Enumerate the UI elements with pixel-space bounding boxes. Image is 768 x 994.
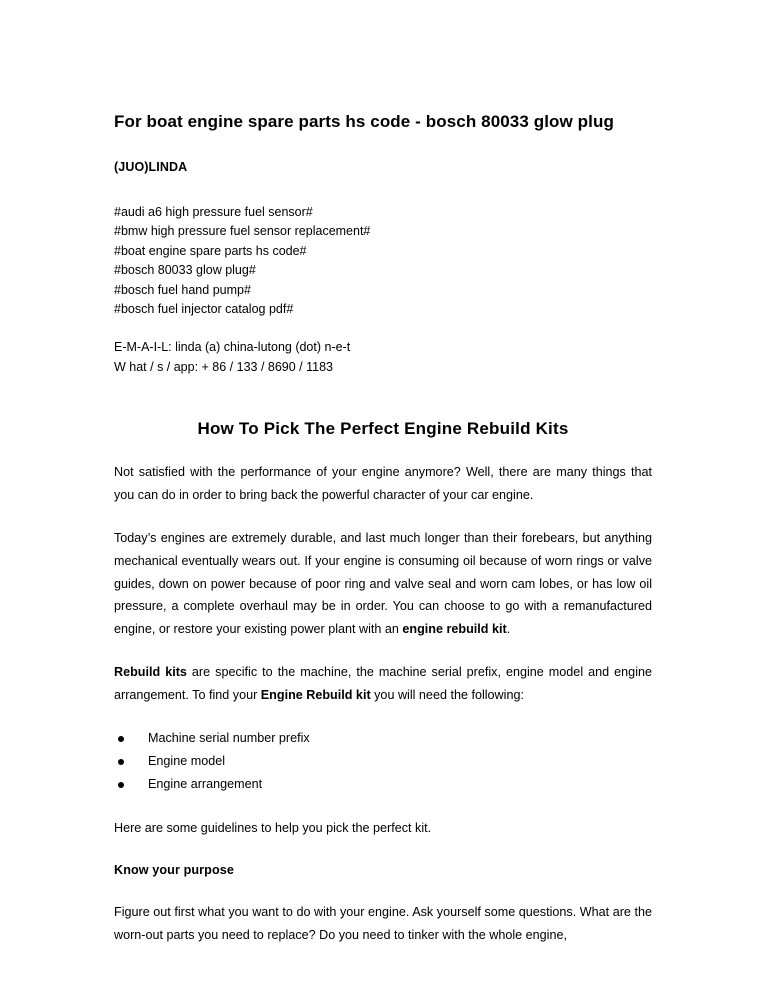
page-title: For boat engine spare parts hs code - bosch 80033 glow plug (114, 112, 614, 131)
contact-email-line: E-M-A-I-L: linda (a) china-lutong (dot) n-e-t (114, 340, 351, 355)
contact-whatsapp-line: W hat / s / app: + 86 / 133 / 8690 / 1183 (114, 359, 334, 374)
list-item: Machine serial number prefix (114, 727, 652, 750)
article-paragraph-4 (114, 817, 652, 840)
emphasis-engine-rebuild-kit-2: Engine Rebuild kit (260, 688, 371, 702)
contact-block (114, 338, 652, 377)
requirements-list (114, 727, 652, 796)
paragraph-text: are specific to the machine, the machine serial prefix, engine model and engine arrangement. To find your (114, 665, 652, 702)
list-item: Engine model (114, 750, 652, 773)
paragraph-text: Today’s engines are extremely durable, and last much longer than their forebears, but anything mechanical eventually wears out. If your engine is consuming oil because of worn rings or valve guides, down on power because of poor ring and valve seal and worn cam lobes, or has low oil pressure, a complete overhaul may be in order. You can choose to go with a remanufactured engine, or restore your existing power plant with an (114, 531, 652, 636)
paragraph-text: Not satisfied with the performance of your engine anymore? Well, there are many things that you can do in order to bring back the powerful character of your car engine. (114, 465, 652, 502)
article-paragraph-3 (114, 661, 652, 706)
hashtag-item: #bmw high pressure fuel sensor replacement# (114, 224, 371, 239)
paragraph-text: Figure out first what you want to do with your engine. Ask yourself some questions. What are the worn-out parts you need to replace? Do you need to tinker with the whole engine, (114, 905, 652, 942)
section-subheading-know-your-purpose: Know your purpose (114, 863, 234, 878)
hashtag-item: #bosch fuel hand pump# (114, 282, 251, 297)
paragraph-text: you will need the following: (370, 688, 524, 702)
list-item: Engine arrangement (114, 773, 652, 796)
article-paragraph-1 (114, 461, 652, 506)
hashtag-list (114, 203, 652, 319)
article-paragraph-2 (114, 527, 652, 640)
article-paragraph-5 (114, 901, 652, 946)
hashtag-item: #audi a6 high pressure fuel sensor# (114, 205, 313, 219)
document-content (114, 103, 652, 946)
paragraph-text: Here are some guidelines to help you pick the perfect kit. (114, 820, 432, 835)
article-heading: How To Pick The Perfect Engine Rebuild Kits (197, 419, 569, 439)
emphasis-rebuild-kits: Rebuild kits (114, 665, 187, 680)
hashtag-item: #bosch 80033 glow plug# (114, 263, 256, 278)
hashtag-item: #boat engine spare parts hs code# (114, 243, 307, 258)
hashtag-item: #bosch fuel injector catalog pdf# (114, 302, 294, 317)
paragraph-text: . (506, 621, 511, 636)
emphasis-engine-rebuild-kit: engine rebuild kit (402, 621, 507, 636)
author-line: (JUO)LINDA (114, 160, 188, 174)
